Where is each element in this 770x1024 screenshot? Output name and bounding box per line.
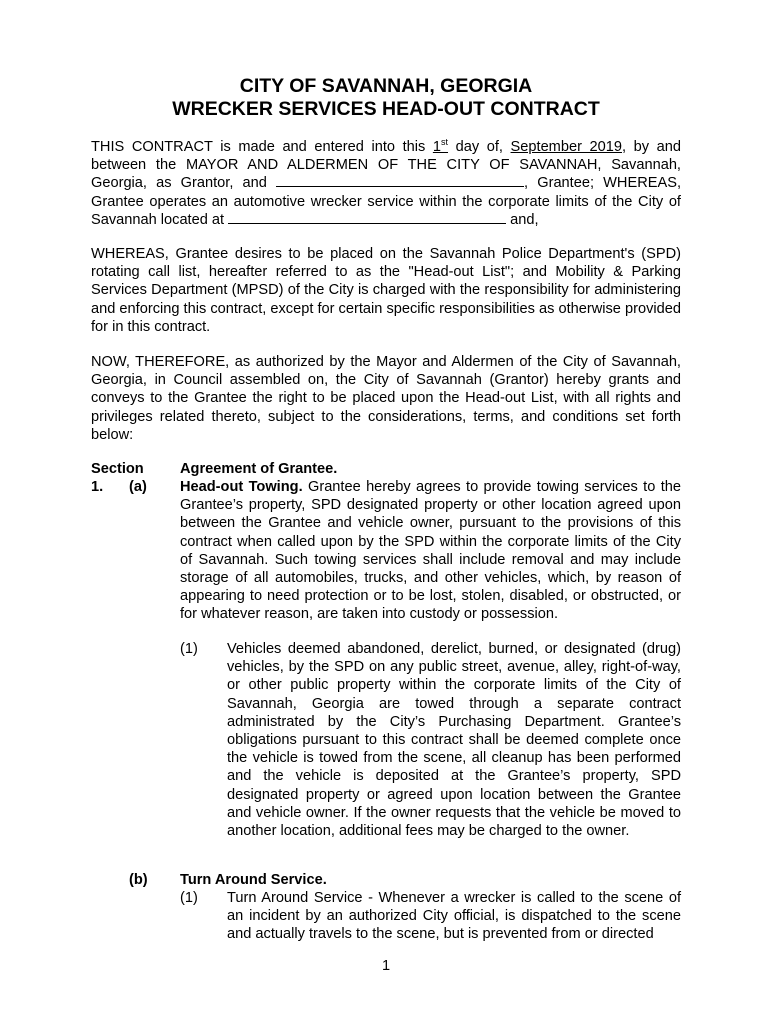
intro-month-year: September 2019 xyxy=(510,139,622,155)
subsection-a-body xyxy=(180,478,681,624)
section-number: Section 1. xyxy=(91,461,144,496)
section-title: Agreement of Grantee. xyxy=(180,461,338,477)
whereas-paragraph: WHEREAS, Grantee desires to be placed on the Savannah Police Department's (SPD) rotating call list, hereafter referred to as the "Head-out List"; and Mobility & Parking Services Department (MPSD) of the City is charged with the responsibility for administering and enforcing this contract, except for certain specific responsibilities as otherwise provided for in this contract. xyxy=(91,246,681,335)
now-therefore-paragraph: NOW, THEREFORE, as authorized by the Mayor and Aldermen of the City of Savannah, Georgia, in Council assembled on, the City of Savannah (Grantor) hereby grants and conveys to the Grantee the right to be placed upon the Head-out List, with all rights and privileges related thereto, subject to the considerations, terms, and conditions set forth below: xyxy=(91,354,681,443)
subsection-b-body xyxy=(180,871,681,889)
item-b-1-number: (1) xyxy=(180,890,198,906)
page-number: 1 xyxy=(381,958,391,974)
intro-after-blank1: , Grantee; WHEREAS, Grantee operates an automotive wrecker service within the corporate limits of the City of Savannah located at xyxy=(91,175,681,228)
document-title-line1: CITY OF SAVANNAH, GEORGIA xyxy=(239,75,533,97)
item-a-1-number: (1) xyxy=(180,641,198,657)
subsection-a-text: Grantee hereby agrees to provide towing services to the Grantee’s property, SPD designated property or other location agreed upon between the Grantee and vehicle owner, pursuant to the provisions of this contract when called upon by the SPD within the corporate limits of the City of Savannah. Such towing services shall include removal and may include storage of all automobiles, trucks, and other vehicles, which, by reason of appearing to need protection or to be lost, stolen, disabled, or obstructed, or for whatever reason, are taken into custody or possession. xyxy=(180,479,681,623)
intro-after-blank2: and, xyxy=(506,211,539,228)
subsection-a-label: (a) xyxy=(129,479,147,495)
item-a-1-text: Vehicles deemed abandoned, derelict, burned, or designated (drug) vehicles, by the SPD on any public street, avenue, alley, right-of-way, or other public property within the corporate limits of the City of Savannah, Georgia are towed through a separate contract administrated by the City’s Purchasing Department. Grantee’s obligations pursuant to this contract shall be deemed complete once the vehicle is towed from the scene, all cleanup has been performed and the vehicle is deposited at the Grantee’s property, SPD designated property or agreed upon location between the Grantee and vehicle owner. If the owner requests that the vehicle be moved to another location, additional fees may be charged to the owner. xyxy=(227,641,681,840)
intro-paragraph xyxy=(91,138,681,229)
subsection-b-heading: Turn Around Service. xyxy=(180,872,327,888)
intro-pre-day: THIS CONTRACT is made and entered into this xyxy=(91,139,433,155)
grantee-location-blank[interactable] xyxy=(228,211,506,224)
document-title-line2: WRECKER SERVICES HEAD-OUT CONTRACT xyxy=(172,98,600,120)
intro-day: 1st xyxy=(432,137,449,155)
item-b-1-text: Turn Around Service - Whenever a wrecker is called to the scene of an incident by an authorized City official, is dispatched to the scene and actually travels to the scene, but is prevented from or directed xyxy=(227,890,681,943)
subsection-b-label: (b) xyxy=(129,872,148,888)
intro-rest: , by and between the MAYOR AND ALDERMEN OF THE CITY OF SAVANNAH, Savannah, Georgia, as Grantor, and xyxy=(91,139,681,192)
subsection-a-heading: Head-out Towing. xyxy=(180,479,303,495)
grantee-name-blank[interactable] xyxy=(276,174,524,187)
intro-mid: day of, xyxy=(448,139,511,155)
